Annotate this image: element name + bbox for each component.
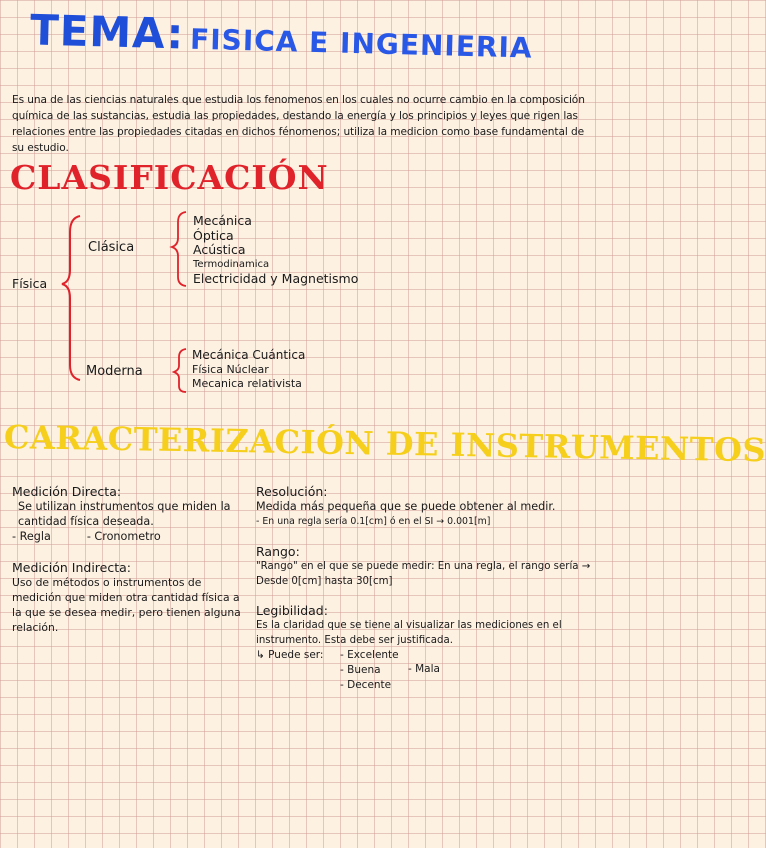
option-item: - Decente (340, 679, 392, 691)
branch-moderna-label: Moderna (86, 364, 143, 379)
section-body: Medida más pequeña que se puede obtener al medir. (256, 500, 556, 513)
section-example: - En una regla sería 0.1[cm] ó en el SI → 0.001[m] (256, 516, 491, 527)
example-item: - Regla (12, 530, 51, 543)
section-title: Medición Directa: (12, 484, 122, 499)
section-title: Rango: (256, 544, 300, 559)
option-item: - Excelente (340, 649, 399, 661)
page-title (29, 5, 533, 67)
example-item: - Cronometro (86, 530, 161, 543)
section-title: Medición Indirecta: (12, 560, 131, 575)
intro-paragraph: Es una de las ciencias naturales que estudia los fenomenos en los cuales no ocurre cambio en la composición química de las sustancias, estudia las propiedades, destando la energía y los principios y leyes que rigen las relaciones entre las propiedades citadas en dichos fénomenos; utiliza la medicion como base fundamental de su estudio. (12, 94, 585, 154)
moderna-brace (174, 349, 186, 392)
section-title: Legibilidad: (256, 603, 328, 618)
list-item: Mecanica relativista (192, 377, 302, 390)
list-item: Física Núclear (192, 362, 269, 376)
section-title: Resolución: (256, 484, 328, 499)
option-item: - Mala (408, 663, 440, 675)
title-prefix: TEMA: (29, 5, 185, 59)
main-brace (62, 216, 80, 380)
section-body: Uso de métodos o instrumentos de medición que miden otra cantidad física a la que se desea medir, pero tienen alguna relación. (12, 576, 241, 634)
medicion-indirecta (12, 560, 244, 635)
tree-root: Física (12, 276, 48, 291)
title-topic: FISICA E INGENIERIA (189, 22, 533, 65)
list-item: Óptica (193, 227, 234, 243)
options-block (256, 648, 598, 696)
branch-clasica-label: Clásica (88, 240, 135, 255)
characterization-heading: CARACTERIZACIÓN DE INSTRUMENTOS (3, 418, 766, 470)
medicion-directa (12, 484, 244, 544)
rango (256, 544, 596, 589)
branch-moderna-items (192, 348, 305, 392)
list-item: Termodinamica (193, 258, 270, 270)
legibilidad (256, 603, 598, 696)
list-item: Electricidad y Magnetismo (193, 271, 359, 286)
section-body: "Rango" en el que se puede medir: En una regla, el rango sería → Desde 0[cm] hasta 30[cm] (256, 561, 591, 587)
examples-row (12, 529, 244, 544)
clasica-brace (172, 212, 186, 286)
list-item: Mecánica Cuántica (192, 348, 306, 362)
list-item: Acústica (193, 242, 246, 257)
section-body: Es la claridad que se tiene al visualizar las mediciones en el instrumento. Esta debe ser justificada. (256, 620, 562, 646)
list-item: Mecánica (193, 213, 252, 228)
classification-heading: CLASIFICACIÓN (10, 158, 329, 197)
branch-clasica-items (193, 214, 358, 287)
options-lead: ↳ Puede ser: (256, 649, 324, 661)
section-body: Se utilizan instrumentos que miden la cantidad física deseada. (18, 500, 231, 528)
option-item: - Buena (340, 664, 381, 676)
resolucion (256, 484, 596, 529)
